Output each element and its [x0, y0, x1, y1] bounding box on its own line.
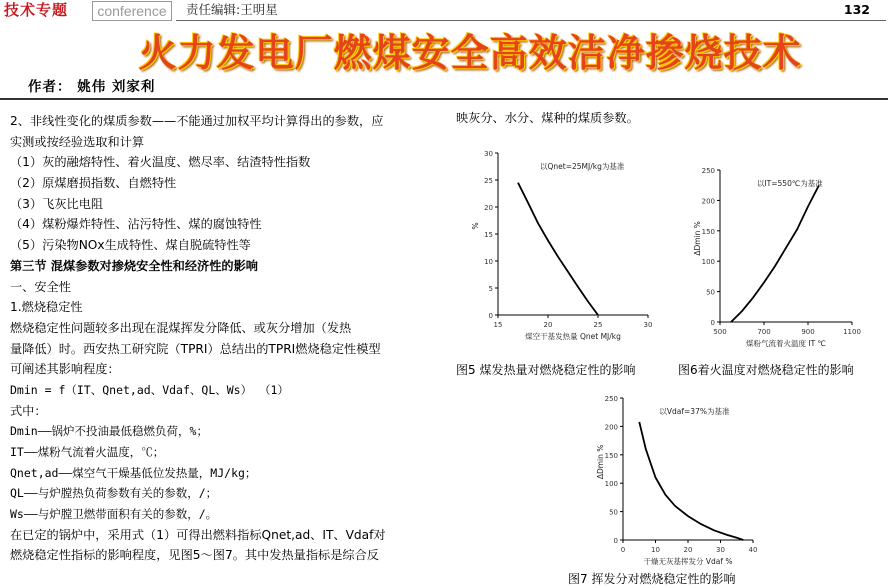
y-tick-label: 15: [484, 231, 493, 239]
body-line: 在已定的锅炉中，采用式（1）可得出燃料指标Qnet,ad、IT、Vdaf对: [10, 527, 386, 542]
y-tick-label: 150: [701, 227, 715, 236]
header-divider: [176, 20, 886, 21]
x-axis-label: 煤粉气流着火温度 IT ℃: [746, 339, 826, 348]
body-line: 2、非线性变化的煤质参数——不能通过加权平均计算得出的参数，应: [10, 114, 384, 128]
y-tick-label: 25: [484, 177, 493, 185]
x-tick-label: 1100: [843, 328, 861, 336]
series-line: [518, 183, 598, 315]
x-tick-label: 0: [620, 546, 626, 554]
list-item: （3）飞灰比电阻: [10, 196, 104, 211]
definition-line: Qnet,ad——煤空气干燥基低位发热量，MJ/kg；: [10, 465, 257, 480]
formula: Dmin = f（IT、Qnet,ad、Vdaf、QL、Ws） （1）: [10, 382, 289, 397]
y-axis-label: ΔDmin %: [693, 221, 702, 256]
x-axis-label: 煤空干基发热量 Qnet MJ/kg: [525, 332, 621, 341]
page-number: 132: [843, 2, 870, 17]
y-tick-label: 30: [484, 150, 493, 158]
x-tick-label: 30: [643, 321, 653, 329]
y-tick-label: 150: [604, 451, 618, 460]
sub-heading: 1.燃烧稳定性: [10, 300, 83, 315]
x-tick-label: 30: [716, 546, 725, 554]
left-column: [10, 111, 442, 566]
figure-6-chart: [686, 160, 866, 355]
x-tick-label: 15: [493, 321, 503, 329]
figure-7-caption: 图7 挥发分对燃烧稳定性的影响: [568, 572, 736, 586]
definition-line: IT——煤粉气流着火温度，℃；: [10, 445, 165, 459]
y-tick-label: 100: [604, 480, 618, 489]
x-tick-label: 20: [683, 546, 693, 554]
y-tick-label: 20: [484, 204, 493, 212]
y-tick-label: 0: [710, 319, 715, 327]
chart-annotation: 以Vdaf=37%为基准: [659, 407, 730, 416]
x-tick-label: 20: [543, 321, 553, 329]
body-line: 量降低）时。西安热工研究院（TPRI）总结出的TPRI燃烧稳定性模型: [10, 341, 381, 356]
list-item: （4）煤粉爆炸特性、沾污特性、煤的腐蚀特性: [10, 217, 262, 232]
y-tick-label: 250: [701, 167, 715, 175]
section-heading: 第三节 混煤参数对掺烧安全性和经济性的影响: [10, 258, 258, 273]
figure-5-caption: 图5 煤发热量对燃烧稳定性的影响: [456, 363, 636, 377]
x-axis-label: 干燥无灰基挥发分 Vdaf %: [643, 557, 733, 566]
article-title: 火力发电厂燃煤安全高效洁净掺烧技术: [138, 31, 802, 75]
body-line: 燃烧稳定性问题较多出现在混煤挥发分降低、或灰分增加（发热: [10, 320, 352, 335]
chart-annotation: 以IT=550℃为基准: [756, 179, 823, 188]
y-tick-label: 100: [701, 258, 715, 267]
definition-line: Ws——与炉膛卫燃带面积有关的参数，/。: [10, 507, 218, 522]
y-tick-label: 5: [488, 285, 493, 293]
y-tick-label: 0: [488, 312, 493, 320]
definition-line: Dmin——锅炉不投油最低稳燃负荷，%；: [10, 424, 208, 439]
y-tick-label: 200: [604, 423, 618, 432]
x-tick-label: 500: [713, 328, 727, 336]
x-tick-label: 25: [593, 321, 603, 329]
list-item: （1）灰的融熔特性、着火温度、燃尽率、结渣特性指数: [10, 155, 311, 170]
series-line: [639, 422, 743, 540]
x-tick-label: 700: [757, 328, 771, 336]
figure-7-chart: [585, 390, 775, 568]
series-line: [731, 185, 819, 322]
definition-line: QL——与炉膛热负荷参数有关的参数，/；: [10, 486, 218, 501]
body-line: 可阐述其影响程度：: [10, 362, 120, 377]
x-tick-label: 10: [651, 546, 660, 554]
list-item: （2）原煤磨损指数、自燃特性: [10, 176, 177, 191]
y-tick-label: 200: [701, 197, 715, 206]
conference-label: conference: [92, 1, 172, 21]
article-author: 作者： 姚伟 刘家利: [28, 79, 156, 95]
x-tick-label: 900: [801, 328, 815, 336]
y-tick-label: 250: [604, 395, 618, 403]
body-line: 燃烧稳定性指标的影响程度，见图5～图7。其中发热量指标是综合反: [10, 548, 379, 563]
page-header: [0, 0, 888, 22]
y-tick-label: 50: [609, 508, 618, 517]
x-tick-label: 40: [748, 546, 758, 554]
y-tick-label: 0: [613, 537, 618, 545]
body-line: 式中：: [10, 403, 47, 418]
sub-heading: 一、安全性: [10, 279, 71, 294]
figure-6-caption: 图6着火温度对燃烧稳定性的影响: [678, 363, 854, 377]
right-column-continuation: 映灰分、水分、煤种的煤质参数。: [456, 111, 639, 125]
y-tick-label: 50: [706, 288, 715, 297]
figure-5-chart: [470, 145, 660, 350]
chart-annotation: 以Qnet=25MJ/kg为基准: [540, 162, 625, 171]
y-axis-label: ΔDmin %: [596, 444, 605, 480]
section-tag: 技术专题: [4, 1, 90, 20]
list-item: （5）污染物NOx生成特性、煤自脱硫特性等: [10, 238, 251, 253]
y-tick-label: 10: [484, 258, 493, 266]
title-divider: [0, 98, 888, 100]
y-axis-label: %: [471, 222, 480, 230]
editor-credit: 责任编辑:王明星: [186, 2, 278, 17]
body-line: 实测或按经验选取和计算: [10, 134, 145, 149]
